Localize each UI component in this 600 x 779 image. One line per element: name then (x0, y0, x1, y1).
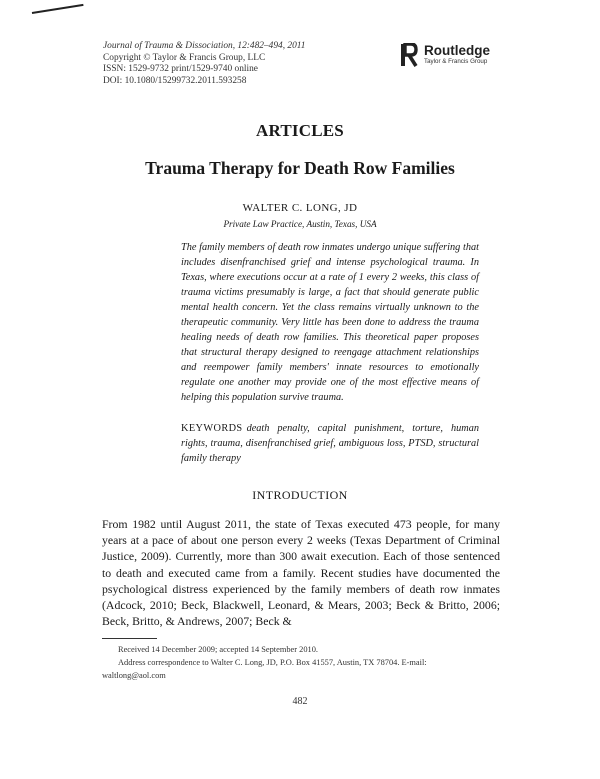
article-title: Trauma Therapy for Death Row Families (145, 158, 455, 178)
introduction-text: From 1982 until August 2011, the state of Texas executed 473 people, for many years at a pace of about one person every 2 weeks (Texas Department of Criminal Justice, 2009). Currently, more than 300 await execution. Each of those sentenced to death and executed came from a family. Recent studies have documented the psychological distress experienced by the family members of death row inmates (Adcock, 2010; Beck, Blackwell, Leonard, & Mears, 2003; Beck & Britto, 2006; Beck, Britto, & Andrews, 2007; Beck & (102, 517, 500, 629)
publisher-group: Taylor & Francis Group (424, 58, 488, 65)
correspondence-email: waltlong@aol.com (102, 671, 166, 680)
introduction-heading: INTRODUCTION (252, 488, 348, 502)
doi-line: DOI: 10.1080/15299732.2011.593258 (103, 75, 247, 86)
publisher-name: Routledge (424, 43, 490, 58)
copyright-line: Copyright © Taylor & Francis Group, LLC (103, 52, 266, 63)
author-affiliation: Private Law Practice, Austin, Texas, USA (223, 219, 377, 229)
abstract: The family members of death row inmates undergo unique suffering that includes disenfranchised grief and intense psychological trauma. In Texas, where executions occur at a rate of 1 every 2 weeks, this class of trauma victims presumably is large, a fact that should generate public mental health concern. Yet the class remains virtually unknown to the therapeutic community. Very little has been done to address the trauma healing needs of death row families. This theoretical paper proposes that structural therapy designed to reengage attachment relationships and reempower family members' innate resources to emotionally regulate one another may provide one of the most effective means of helping this population survive trauma. (181, 242, 479, 403)
keywords-list: death penalty, capital punishment, torture, human rights, trauma, disenfranchised grief, ambiguous loss, PTSD, structural family therapy (181, 423, 479, 464)
keywords (181, 421, 479, 466)
journal-info (103, 41, 353, 87)
page-number: 482 (292, 696, 308, 707)
issn-line: ISSN: 1529-9732 print/1529-9740 online (103, 64, 258, 75)
section-heading: ARTICLES (256, 121, 344, 140)
journal-citation: Journal of Trauma & Dissociation, 12:482–494, 2011 (103, 41, 306, 51)
footnote-rule (102, 638, 157, 639)
footnotes (102, 643, 500, 682)
routledge-logo-icon (400, 43, 418, 67)
received-note: Received 14 December 2009; accepted 14 September 2010. (118, 645, 318, 654)
author-name: WALTER C. LONG, JD (242, 202, 358, 214)
publisher-logo (400, 43, 490, 67)
correspondence-note: Address correspondence to Walter C. Long, JD, P.O. Box 41557, Austin, TX 78704. E-mail: (118, 658, 427, 667)
scan-mark (32, 4, 84, 14)
keywords-label: KEYWORDS (181, 423, 243, 434)
